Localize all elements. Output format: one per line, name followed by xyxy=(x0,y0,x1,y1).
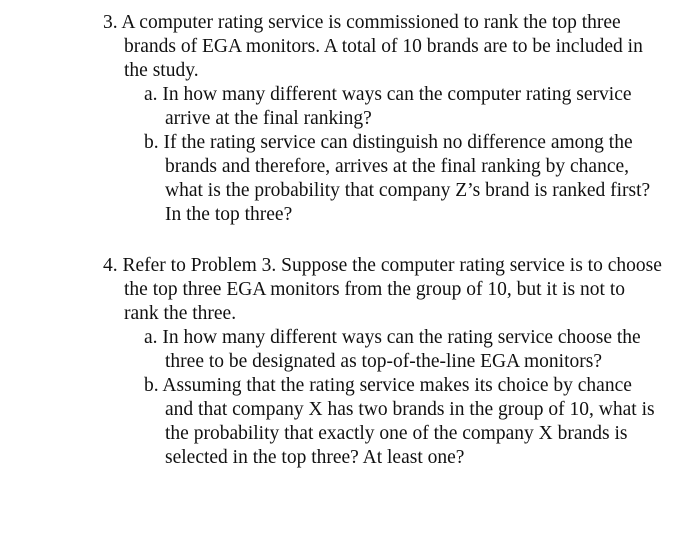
problem-4 xyxy=(103,254,663,470)
problem-4-part-b: b. Assuming that the rating service makes its choice by chance and that company X has two brands in the group of 10, what is the probability that exactly one of the company X brands is selected in the top three? At least one? xyxy=(144,375,655,468)
problem-3-part-a: a. In how many different ways can the computer rating service arrive at the final ranking? xyxy=(144,84,632,129)
problem-3-statement: 3. A computer rating service is commissioned to rank the top three brands of EGA monitors. A total of 10 brands are to be included in the study. xyxy=(103,12,643,81)
problem-4-part-a: a. In how many different ways can the rating service choose the three to be designated as top-of-the-line EGA monitors? xyxy=(144,327,641,372)
problem-4-statement: 4. Refer to Problem 3. Suppose the computer rating service is to choose the top three EGA monitors from the group of 10, but it is not to rank the three. xyxy=(103,255,662,324)
problem-3-part-b: b. If the rating service can distinguish no difference among the brands and therefore, arrives at the final ranking by chance, what is the probability that company Z’s brand is ranked first? In the top three? xyxy=(144,132,651,225)
problem-3 xyxy=(103,11,663,227)
